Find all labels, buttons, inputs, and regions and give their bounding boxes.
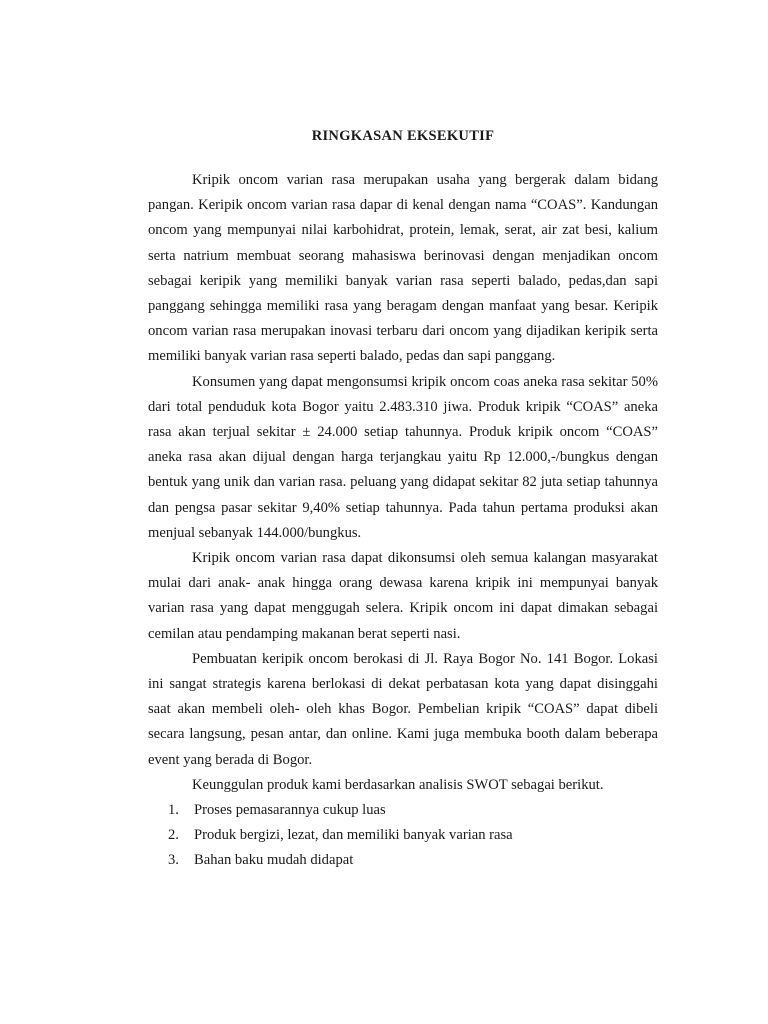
paragraph-market: Konsumen yang dapat mengonsumsi kripik oncom coas aneka rasa sekitar 50% dari total penduduk kota Bogor yaitu 2.483.310 jiwa. Produk kripik “COAS” aneka rasa akan terjual sekitar ± 24.000 setiap tahunnya. Produk kripik oncom “COAS” aneka rasa akan dijual dengan harga terjangkau yaitu Rp 12.000,-/bungkus dengan bentuk yang unik dan varian rasa. peluang yang didapat sekitar 82 juta setiap tahunnya dan pengsa pasar sekitar 9,40% setiap tahunnya. Pada tahun pertama produksi akan menjual sebanyak 144.000/bungkus.	[148, 373, 658, 541]
paragraph-intro: Kripik oncom varian rasa merupakan usaha yang bergerak dalam bidang pangan. Keripik oncom varian rasa dapar di kenal dengan nama “COAS”. Kandungan oncom yang mempunyai nilai karbohidrat, protein, lemak, serat, air zat besi, kalium serta natrium membuat seorang mahasiswa berinovasi dengan menjadikan oncom sebagai keripik yang memiliki banyak varian rasa seperti balado, pedas,dan sapi panggang sehingga memiliki rasa yang beragam dengan manfaat yang besar. Keripik oncom varian rasa merupakan inovasi terbaru dari oncom yang dijadikan keripik serta memiliki banyak varian rasa seperti balado, pedas dan sapi panggang.	[148, 172, 658, 365]
list-text: Proses pemasarannya cukup luas	[194, 802, 386, 819]
paragraph-location: Pembuatan keripik oncom berokasi di Jl. Raya Bogor No. 141 Bogor. Lokasi ini sangat strategis karena berlokasi di dekat perbatasan kota yang dapat disinggahi saat akan membeli oleh- oleh khas Bogor. Pembelian kripik “COAS” dapat dibeli secara langsung, pesan antar, dan online. Kami juga membuka booth dalam beberapa event yang berada di Bogor.	[148, 650, 658, 768]
list-item	[148, 823, 658, 848]
page-title: RINGKASAN EKSEKUTIF	[311, 128, 495, 144]
swot-lead: Keunggulan produk kami berdasarkan analisis SWOT sebagai berikut.	[192, 776, 604, 793]
list-number: 1.	[168, 802, 179, 819]
list-item	[148, 798, 658, 823]
list-item	[148, 848, 658, 873]
paragraph-consumers: Kripik oncom varian rasa dapat dikonsumsi oleh semua kalangan masyarakat mulai dari anak- anak hingga orang dewasa karena kripik ini mempunyai banyak varian rasa yang dapat menggugah selera. Kripik oncom ini dapat dimakan sebagai cemilan atau pendamping makanan berat seperti nasi.	[148, 550, 658, 642]
list-number: 3.	[168, 852, 179, 869]
list-text: Produk bergizi, lezat, dan memiliki banyak varian rasa	[194, 827, 513, 844]
list-number: 2.	[168, 827, 179, 844]
swot-list	[148, 798, 658, 874]
document-page	[148, 126, 658, 874]
list-text: Bahan baku mudah didapat	[194, 852, 354, 869]
